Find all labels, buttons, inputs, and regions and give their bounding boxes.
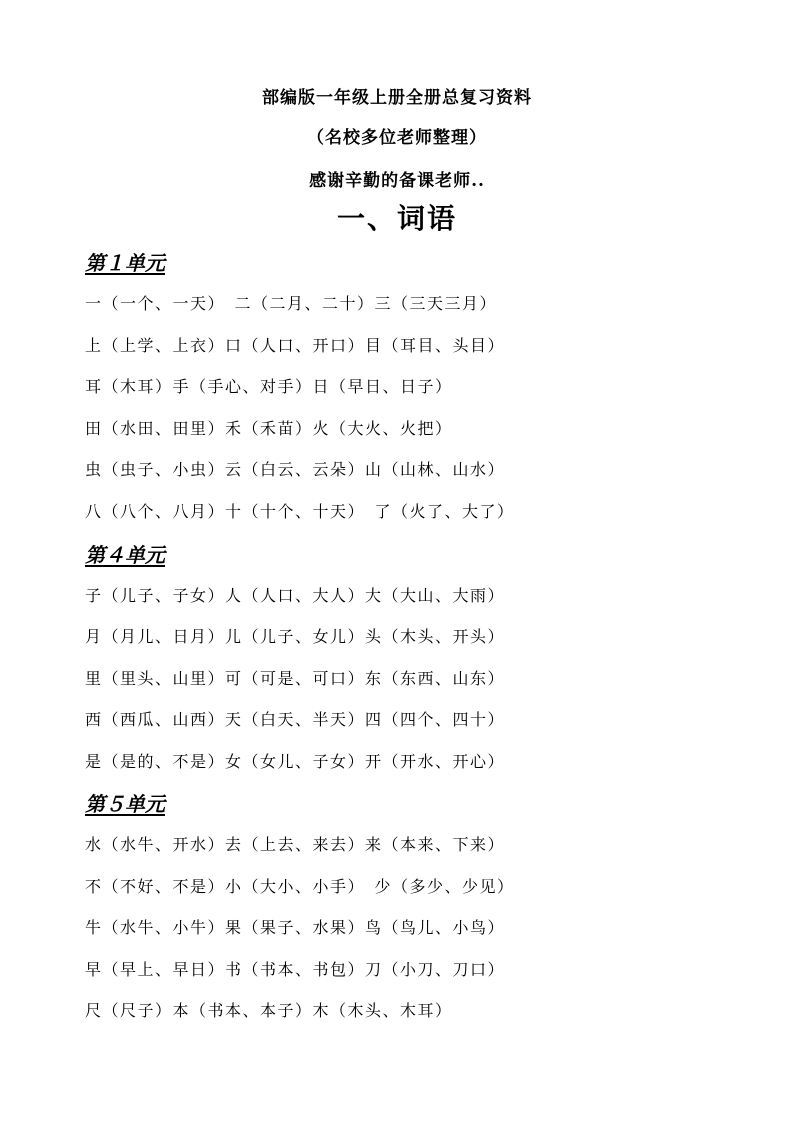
- unit-4-entry-line: 西（西瓜、山西）天（白天、半天）四（四个、四十）: [85, 710, 506, 729]
- unit-1-entry-line: 虫（虫子、小虫）云（白云、云朵）山（山林、山水）: [85, 460, 506, 479]
- unit-5-entry-line: 不（不好、不是）小（大小、小手） 少（多少、少见）: [85, 877, 515, 896]
- document-thanks-line: 感谢辛勤的备课老师..: [309, 171, 485, 191]
- unit-5-heading: 第５单元: [85, 792, 165, 816]
- unit-1-entry-line: 八（八个、八月）十（十个、十天） 了（火了、大了）: [85, 502, 515, 521]
- unit-1-heading: 第１单元: [85, 251, 165, 275]
- unit-4-entry-line: 是（是的、不是）女（女儿、子女）开（开水、开心）: [85, 752, 506, 771]
- unit-1-entry-line: 田（水田、田里）禾（禾苗）火（大火、火把）: [85, 419, 453, 438]
- unit-4-entry-line: 里（里头、山里）可（可是、可口）东（东西、山东）: [85, 669, 506, 688]
- unit-4-heading: 第４单元: [85, 543, 165, 567]
- unit-5-entry-line: 尺（尺子）本（书本、本子）木（木头、木耳）: [85, 1001, 453, 1020]
- document-subtitle: （名校多位老师整理）: [307, 128, 487, 148]
- unit-5-entry-line: 早（早上、早日）书（书本、书包）刀（小刀、刀口）: [85, 960, 506, 979]
- section-heading-vocabulary: 一、词语: [336, 202, 457, 235]
- unit-4-entry-line: 子（儿子、子女）人（人口、大人）大（大山、大雨）: [85, 586, 506, 605]
- unit-5-entry-line: 水（水牛、开水）去（上去、来去）来（本来、下来）: [85, 835, 506, 854]
- unit-5-entry-line: 牛（水牛、小牛）果（果子、水果）鸟（鸟儿、小鸟）: [85, 918, 506, 937]
- unit-1-entry-line: 上（上学、上衣）口（人口、开口）目（耳目、头目）: [85, 336, 506, 355]
- unit-4-entry-line: 月（月儿、日月）儿（儿子、女儿）头（木头、开头）: [85, 627, 506, 646]
- unit-1-entry-line: 一（一个、一天） 二（二月、二十）三（三天三月）: [85, 294, 498, 313]
- document-title: 部编版一年级上册全册总复习资料: [262, 88, 532, 108]
- unit-1-entry-line: 耳（木耳）手（手心、对手）日（早日、日子）: [85, 377, 453, 396]
